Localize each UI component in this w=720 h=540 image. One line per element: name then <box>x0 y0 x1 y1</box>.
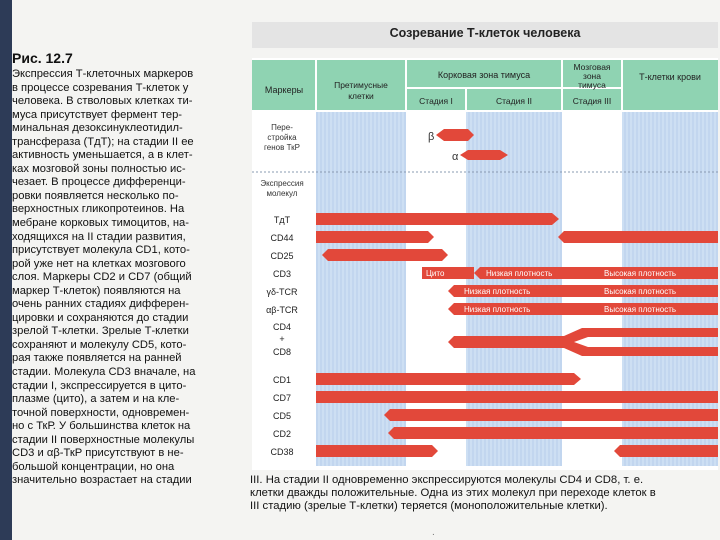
rearrangement-label-1: Пере- <box>271 123 293 132</box>
bar-cd25 <box>322 249 448 261</box>
ab-tcr-high-text: Высокая плотность <box>604 305 677 314</box>
bar-cd1 <box>316 373 581 385</box>
marker-cd8: CD8 <box>272 347 292 357</box>
cd3-low-text: Низкая плотность <box>486 269 553 278</box>
rearrangement-label-3: генов ТкР <box>264 143 300 152</box>
beta-label: β <box>428 131 435 143</box>
header-cortex: Корковая зона тимуса <box>437 70 531 80</box>
alpha-label: α <box>452 151 459 163</box>
header-medulla-1: Мозговая <box>573 62 611 72</box>
header-stage2: Стадия II <box>495 96 533 106</box>
ab-tcr-low-text: Низкая плотность <box>464 305 531 314</box>
figure-caption-column <box>12 50 244 488</box>
bar-cd7 <box>316 391 718 403</box>
left-side-strip <box>0 0 12 540</box>
marker-cd2: CD2 <box>272 429 292 439</box>
figure-caption: Экспрессия Т-клеточных маркеров в процессе созревания Т-клеток у человека. В стволовых клетках ти- муса присутствует фермент тер- минальная дезоксинуклеотидил- трансфераза (ТдТ); на стадии II ее активность уменьшается, а в клет- ках мозговой зоны полностью ис- чезает. В процессе дифференци- ровки появляется несколько по- верхностных гликопротеинов. На мебране корковых тимоцитов, на- ходящихся на II стадии развития, присутствует молекула CD1, кото- рой уже нет на клетках мозгового слоя. Маркеры CD2 и CD7 (общий маркер Т-клеток) появляются на очень ранних стадиях дифферен- цировки и сохраняются до стадии зрелой Т-клетки. Зрелые Т-клетки сохраняют и молекулу CD5, кото- рая также появляется на ранней стадии. Молекула CD3 вначале, на стадии I, экспрессируется в цито- плазме (цито), а затем и на кле- точной поверхности, одновремен- но с ТкР. У большинства клеток на стадии II поверхностные молекулы CD3 и αβ-ТкР присутствуют в не- большой концентрации, но она значительно возрастает на стадии <box>12 68 196 487</box>
gd-tcr-low-text: Низкая плотность <box>464 287 531 296</box>
figure-label: Рис. 12.7 <box>12 50 73 66</box>
beta-rearrangement-bar <box>436 129 474 141</box>
bar-cd44-late <box>558 231 718 243</box>
marker-plus: + <box>279 334 285 344</box>
rearrangement-label-2: стройка <box>267 133 297 142</box>
header-stage1: Стадия I <box>419 96 453 106</box>
bar-tdt <box>316 213 559 225</box>
header-stage3: Стадия III <box>572 96 612 106</box>
header-medulla-2: зона <box>583 71 601 81</box>
marker-cd44: CD44 <box>270 233 294 243</box>
bar-cd38-early <box>316 445 438 457</box>
marker-cd1: CD1 <box>272 375 292 385</box>
expression-label-1: Экспрессия <box>260 179 304 188</box>
marker-cd5: CD5 <box>272 411 292 421</box>
bar-cd5 <box>384 409 718 421</box>
cd3-high-text: Высокая плотность <box>604 269 677 278</box>
page-dot: . <box>432 527 435 538</box>
header-row <box>252 60 718 110</box>
diagram-footer-text: III. На стадии II одновременно экспрессируются молекулы CD4 и CD8, т. е. клетки дважды положительные. Одна из этих молекул при переходе клеток в III стадию (зрелые Т-клетки) теряется (моноположительные клетки). <box>250 474 656 512</box>
bar-cd44-early <box>316 231 434 243</box>
marker-tdt: ТдТ <box>273 215 291 225</box>
marker-cd38: CD38 <box>270 447 294 457</box>
cd3-cyto-text: Цито <box>426 269 445 278</box>
alpha-rearrangement-bar <box>460 150 508 160</box>
marker-gd-tcr: γδ-TCR <box>266 287 298 297</box>
gd-tcr-high-text: Высокая плотность <box>604 287 677 296</box>
maturation-diagram <box>252 58 718 470</box>
marker-cd25: CD25 <box>270 251 294 261</box>
marker-ab-tcr: αβ-TCR <box>266 305 298 315</box>
header-prothymic-2: клетки <box>348 91 374 101</box>
header-blood: Т-клетки крови <box>639 72 701 82</box>
diagram-title: Созревание Т-клеток человека <box>389 26 581 40</box>
bar-cd38-late <box>614 445 718 457</box>
marker-cd4: CD4 <box>272 322 292 332</box>
header-markers: Маркеры <box>264 85 304 95</box>
marker-cd7: CD7 <box>272 393 292 403</box>
marker-cd3: CD3 <box>272 269 292 279</box>
bar-cd2 <box>388 427 718 439</box>
header-medulla-3: тимуса <box>578 80 606 90</box>
expression-label-2: молекул <box>266 189 298 198</box>
header-prothymic-1: Претимусные <box>334 80 388 90</box>
maturation-diagram-svg <box>252 58 718 470</box>
